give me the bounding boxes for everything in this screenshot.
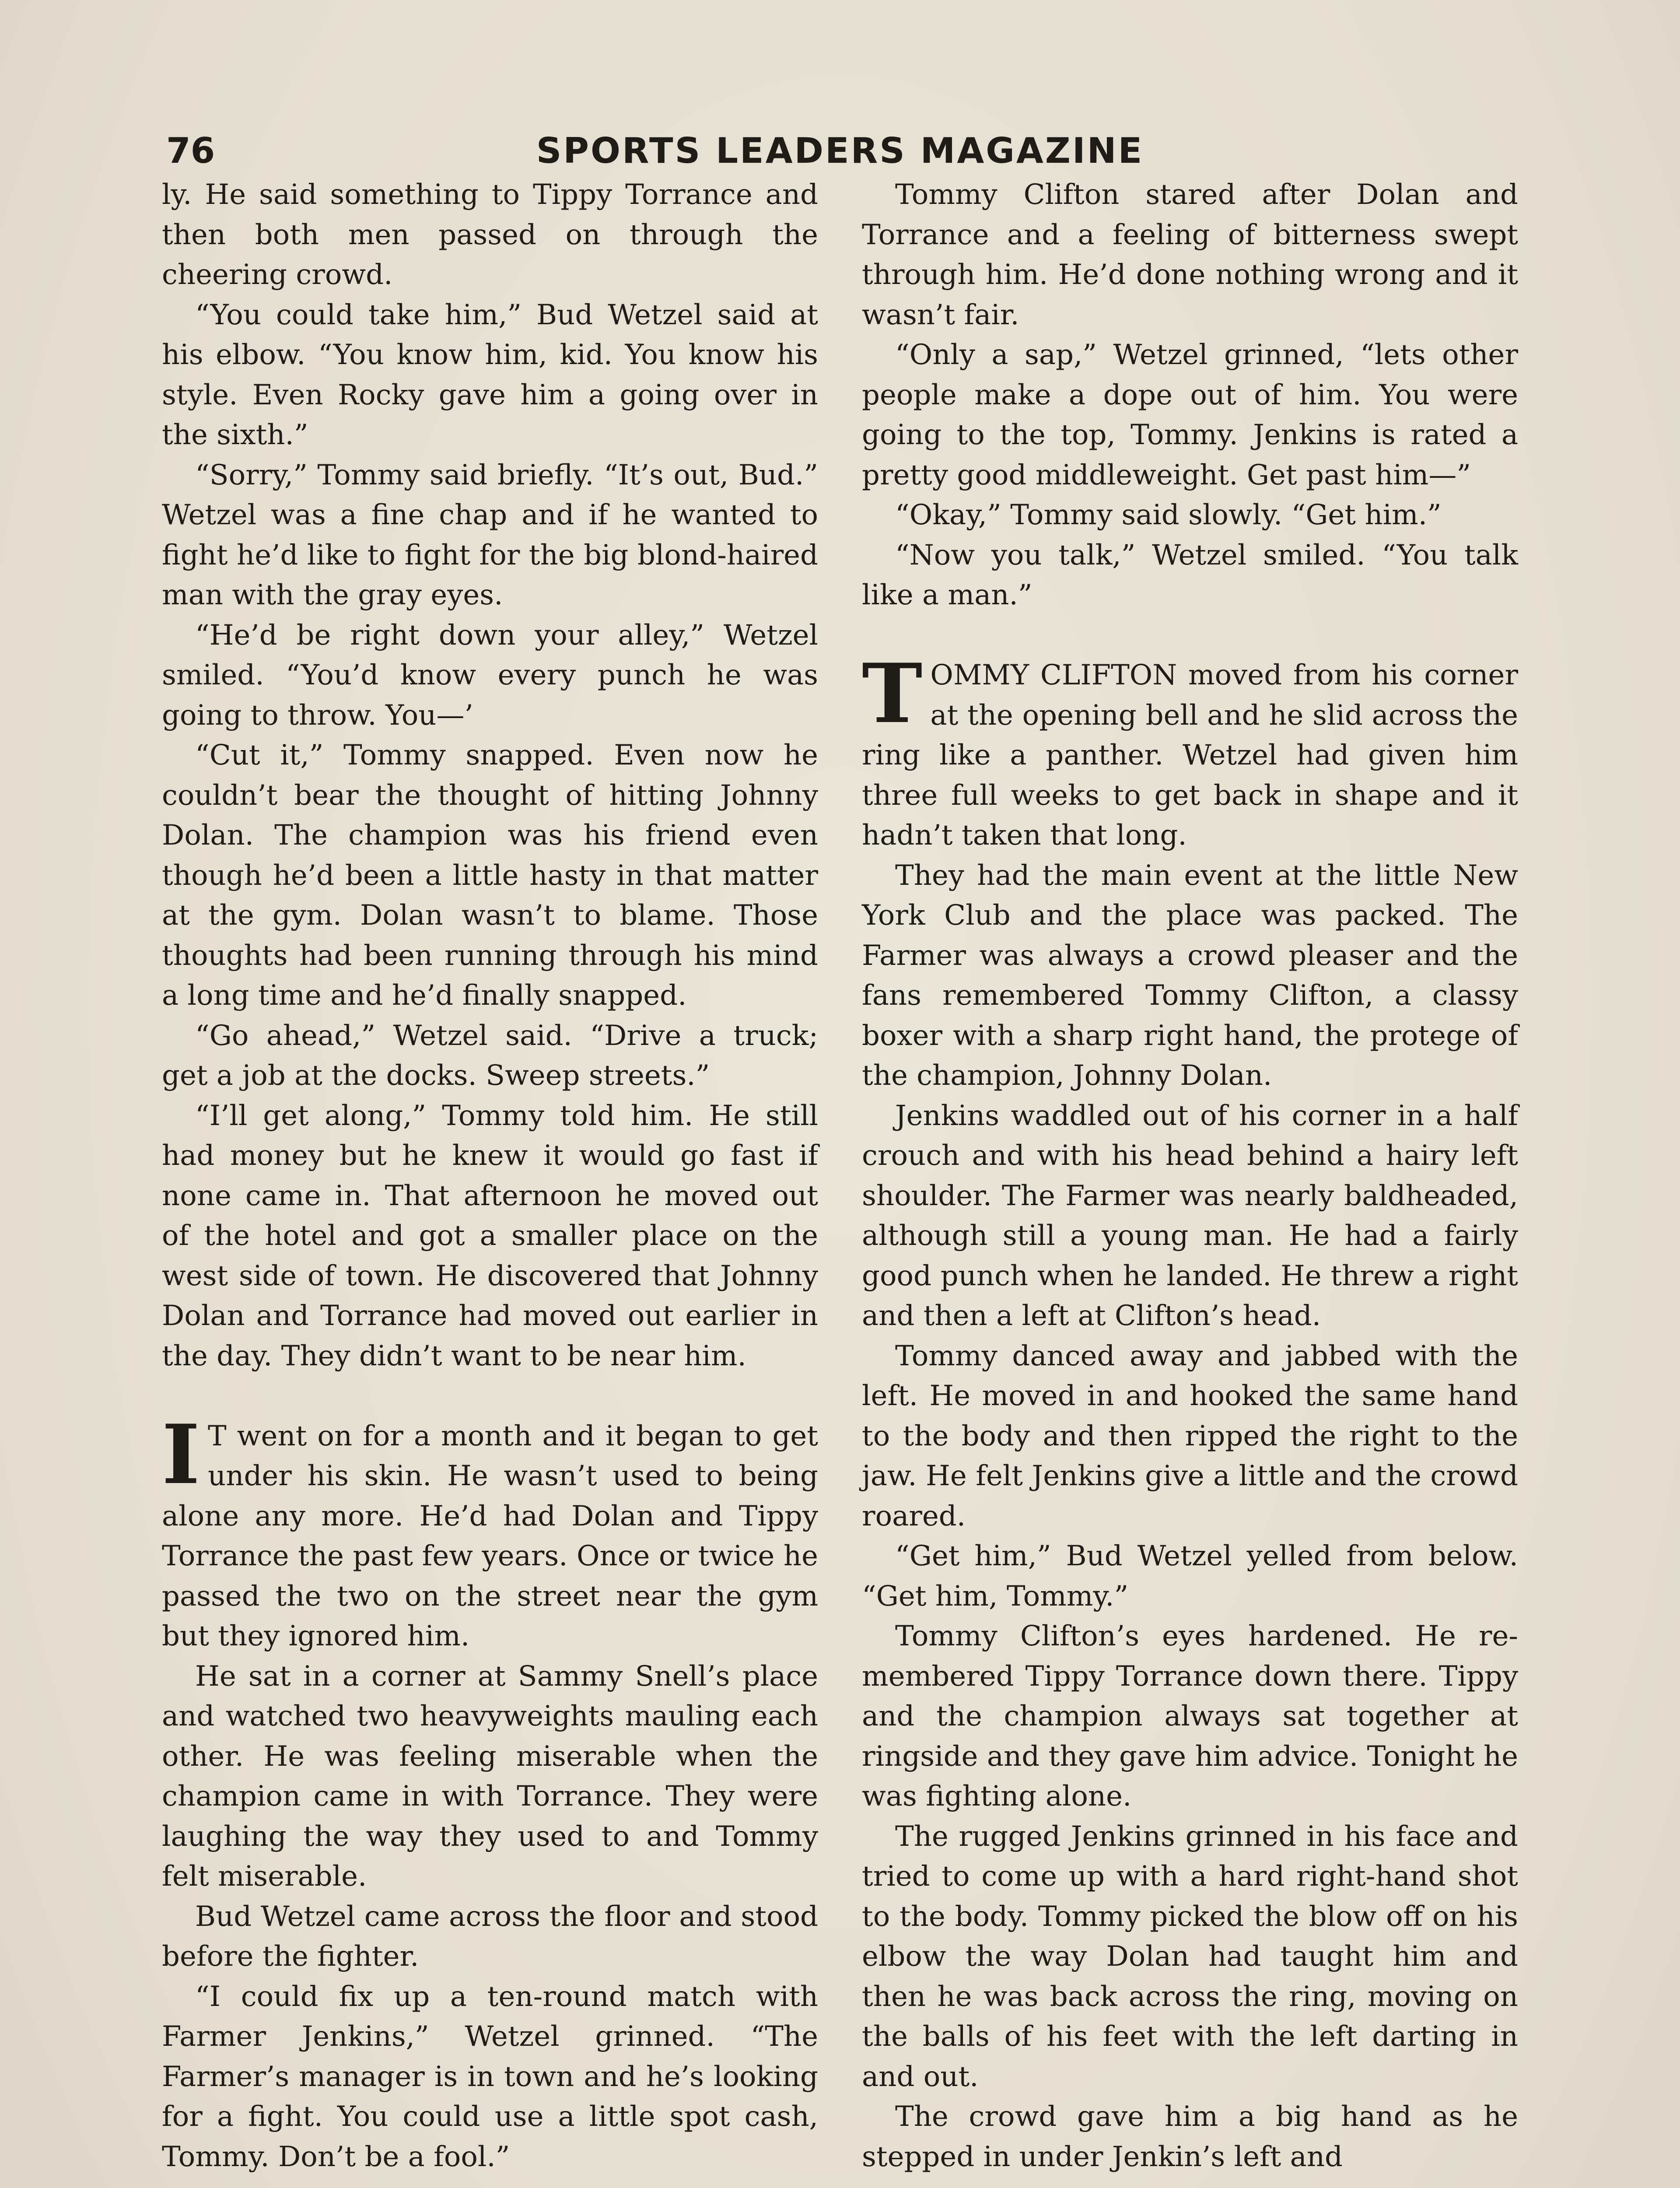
drop-cap: I — [162, 1406, 200, 1502]
paragraph — [862, 1817, 1518, 2097]
paragraph — [862, 335, 1518, 495]
drop-cap: T — [862, 645, 923, 741]
page-number: 76 — [166, 130, 215, 171]
paragraph-text: They had the main event at the little New York Club and the place was packed. The Farmer was always a crowd pleaser and the fans remembered Tommy Clifton, a classy boxer with a sharp right hand, the protege of the champion, Johnny Dolan. — [862, 859, 1518, 1092]
paragraph — [862, 1336, 1518, 1537]
paragraph-text: T went on for a month and it began to get under his skin. He wasn’t used to being alone any more. He’d had Dolan and Tippy Torrance the past few years. Once or twice he passed the two on the street near the gym but they ignored him. — [162, 1420, 818, 1652]
paragraph-text: Bud Wetzel came across the floor and stood before the fighter. — [162, 1900, 818, 1973]
paragraph — [862, 1096, 1518, 1336]
paragraph — [162, 175, 818, 295]
paragraph-text: OMMY CLIFTON moved from his corner at the opening bell and he slid across the ring like a panther. Wetzel had given him three full weeks to get back in shape and it hadn’t taken that long. — [862, 659, 1518, 852]
paragraph — [862, 2097, 1518, 2177]
paragraph — [162, 1657, 818, 1897]
paragraph-text: “Get him,” Bud Wetzel yelled from below. “Get him, Tommy.” — [862, 1540, 1518, 1613]
left-text-column — [162, 175, 818, 2177]
paragraph — [162, 1016, 818, 1096]
paragraph-text: “Go ahead,” Wetzel said. “Drive a truck; get a job at the docks. Sweep streets.” — [162, 1019, 818, 1092]
paragraph-text: “Only a sap,” Wetzel grinned, “lets other people make a dope out of him. You were going to the top, Tommy. Jenkins is rated a pretty good middleweight. Get past him—” — [862, 339, 1518, 491]
paragraph — [162, 1897, 818, 1977]
paragraph-text: “Sorry,” Tommy said briefly. “It’s out, Bud.” Wetzel was a fine chap and if he wanted to fight he’d like to fight for the big blond-haired man with the gray eyes. — [162, 459, 818, 611]
paragraph — [862, 175, 1518, 335]
right-text-column — [862, 175, 1518, 2177]
paragraph-text: Tommy Clifton’s eyes hardened. He remembered Tippy Torrance down there. Tippy and the champion always sat together at ringside and they gave him advice. Tonight he was fighting alone. — [862, 1620, 1518, 1813]
paragraph-text: The crowd gave him a big hand as he stepped in under Jenkin’s left and — [862, 2100, 1518, 2173]
paragraph — [862, 495, 1518, 536]
paragraph-text: Tommy Clifton stared after Dolan and Torrance and a feeling of bitterness swept through him. He’d done nothing wrong and it wasn’t fair. — [862, 179, 1518, 331]
paragraph-text: He sat in a corner at Sammy Snell’s place and watched two heavyweights mauling each other. He was feeling miserable when the champion came in with Torrance. They were laughing the way they used to and Tommy felt miserable. — [162, 1660, 818, 1893]
paragraph — [162, 616, 818, 736]
paragraph — [862, 1616, 1518, 1817]
paragraph-text: Jenkins waddled out of his corner in a half crouch and with his head behind a hairy left shoulder. The Farmer was nearly baldheaded, although still a young man. He had a fairly good punch when he landed. He threw a right and then a left at Clifton’s head. — [862, 1099, 1518, 1332]
paragraph — [862, 856, 1518, 1096]
paragraph — [862, 536, 1518, 616]
paragraph-text: ly. He said something to Tippy Torrance and then both men passed on through the cheering crowd. — [162, 179, 818, 291]
paragraph — [162, 456, 818, 616]
page-header — [162, 127, 1518, 175]
paragraph-text: Tommy danced away and jabbed with the left. He moved in and hooked the same hand to the body and then ripped the right to the jaw. He felt Jenkins give a little and the crowd roared. — [862, 1339, 1518, 1532]
section-opening-paragraph — [862, 645, 1518, 856]
paragraph — [162, 1977, 818, 2177]
magazine-title: SPORTS LEADERS MAGAZINE — [536, 130, 1144, 171]
section-opening-paragraph — [162, 1406, 818, 1657]
paragraph-text: “You could take him,” Bud Wetzel said at his elbow. “You know him, kid. You know his style. Even Rocky gave him a going over in the sixth.” — [162, 298, 818, 451]
paragraph — [162, 736, 818, 1016]
paragraph-text: “I’ll get along,” Tommy told him. He still had money but he knew it would go fast if none came in. That afternoon he moved out of the hotel and got a smaller place on the west side of town. He discovered that Johnny Dolan and Torrance had moved out earlier in the day. They didn’t want to be near him. — [162, 1099, 818, 1372]
paragraph-text: “Now you talk,” Wetzel smiled. “You talk like a man.” — [862, 539, 1518, 611]
paragraph-text: “He’d be right down your alley,” Wetzel smiled. “You’d know every punch he was going to throw. You—’ — [162, 619, 818, 732]
paragraph-text: “Okay,” Tommy said slowly. “Get him.” — [895, 499, 1442, 531]
paragraph-text: “I could fix up a ten-round match with Farmer Jenkins,” Wetzel grinned. “The Farmer’s manager is in town and he’s looking for a fight. You could use a little spot cash, Tommy. Don’t be a fool.” — [162, 1980, 818, 2173]
paragraph — [162, 295, 818, 456]
paragraph-text: The rugged Jenkins grinned in his face and tried to come up with a hard right-hand shot to the body. Tommy picked the blow off on his elbow the way Dolan had taught him and then he was back across the ring, moving on the balls of his feet with the left darting in and out. — [862, 1820, 1518, 2093]
paragraph-text: “Cut it,” Tommy snapped. Even now he couldn’t bear the thought of hitting Johnny Dolan. The champion was his friend even though he’d been a little hasty in that matter at the gym. Dolan wasn’t to blame. Those thoughts had been running through his mind a long time and he’d finally snapped. — [162, 739, 818, 1012]
paragraph — [162, 1096, 818, 1377]
paragraph — [862, 1536, 1518, 1616]
